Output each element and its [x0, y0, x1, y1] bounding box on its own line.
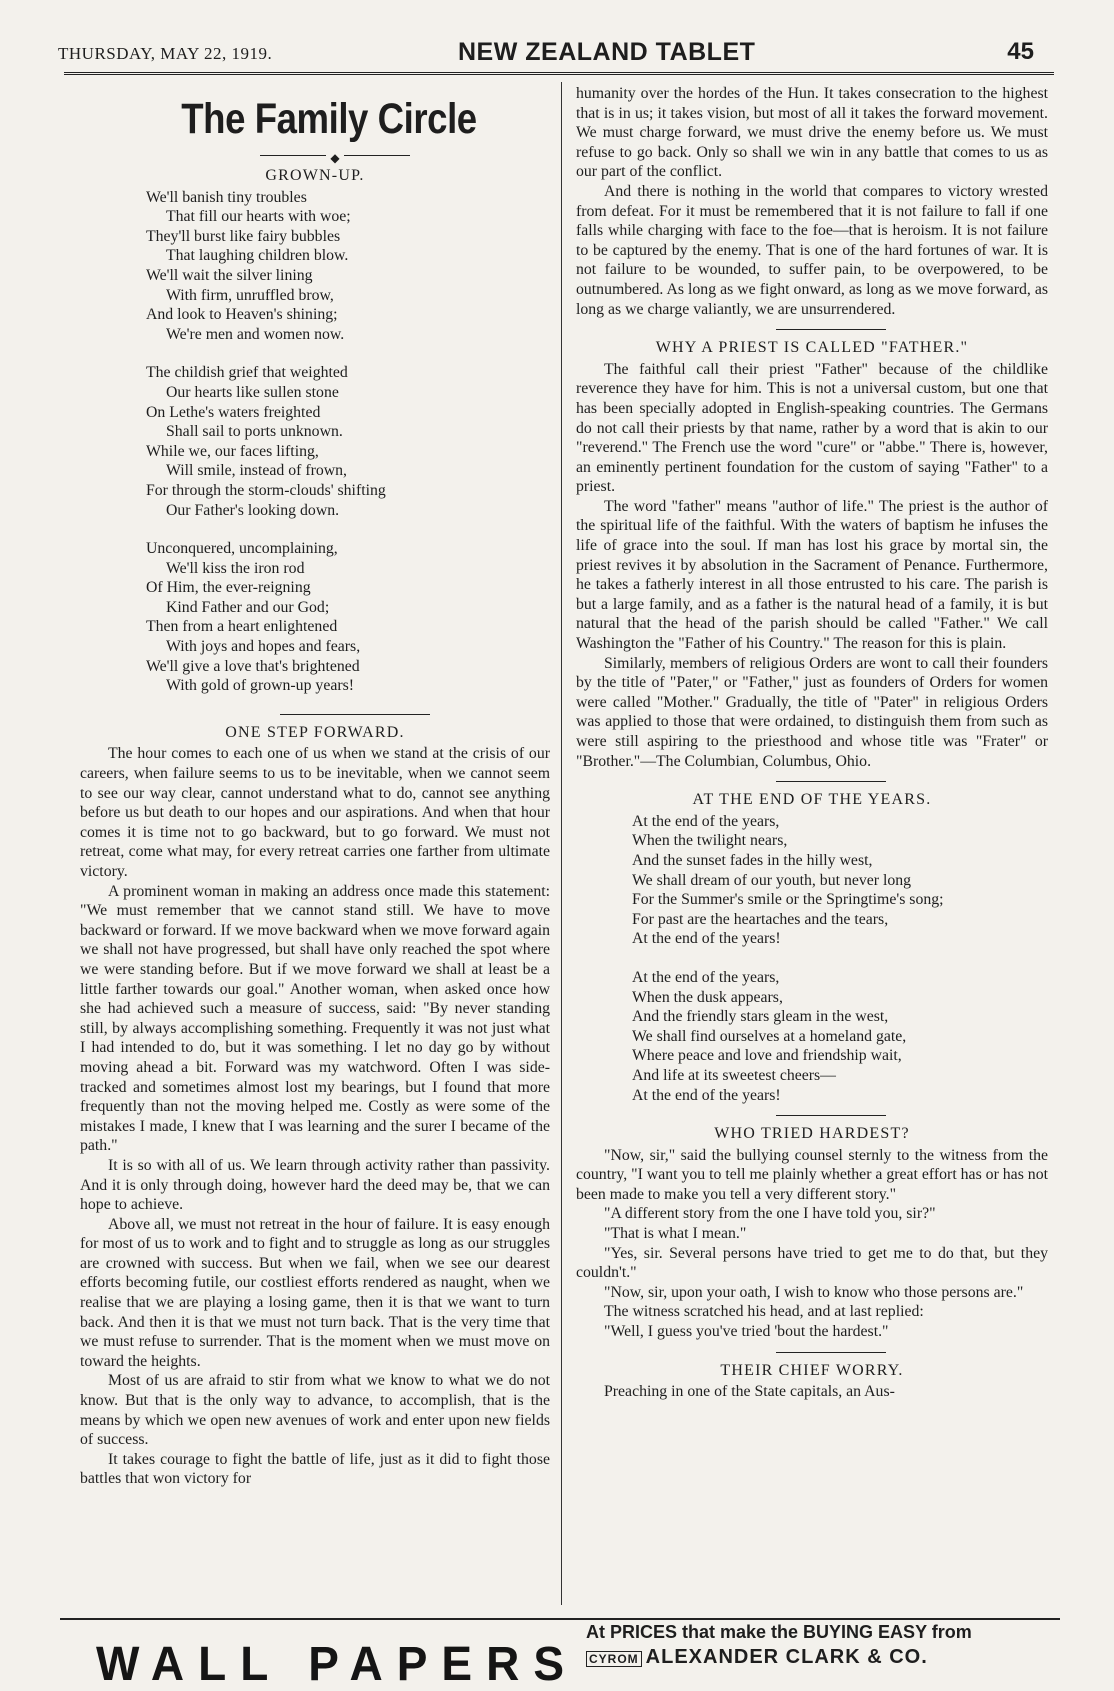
- article-title-one-step-forward: ONE STEP FORWARD.: [225, 723, 405, 741]
- article-paragraph: Above all, we must not retreat in the hour of failure. It is easy enough for most of us to work and to fight and to struggle as long as our struggles are crowned with success. But when we fail, when we see our dearest efforts becoming futile, our costliest efforts rendered as naught, when we realise that we are playing a losing game, then it is that we want to turn back. And then it is that we must not turn back. That is the very time that we must refuse to surrender. That is the moment when we must move on toward the heights.: [80, 1215, 550, 1370]
- poem-line: For through the storm-clouds' shifting: [146, 481, 386, 499]
- poem-line: Kind Father and our God;: [166, 598, 330, 616]
- poem-line: When the dusk appears,: [632, 988, 783, 1006]
- poem-line: We'll kiss the iron rod: [166, 559, 305, 577]
- poem-title-grown-up: GROWN-UP.: [265, 167, 365, 184]
- poem-line: With gold of grown-up years!: [166, 677, 355, 695]
- poem-line: We'll give a love that's brightened: [146, 657, 360, 675]
- poem-line: That laughing children blow.: [166, 247, 349, 265]
- section-rule: [776, 781, 886, 782]
- poem-line: Where peace and love and friendship wait,: [632, 1047, 902, 1065]
- header-rule: [64, 72, 1054, 75]
- poem-end-of-years: [632, 812, 1048, 1105]
- article-paragraph: The witness scratched his head, and at last replied:: [604, 1303, 924, 1321]
- ad-tagline: At PRICES that make the BUYING EASY from: [586, 1622, 972, 1642]
- article-paragraph: "Now, sir," said the bullying counsel sternly to the witness from the country, "I want you to tell me plainly whether a great effort has or has not been made to make you tell a very different story.": [576, 1146, 1048, 1203]
- ad-company-name: ALEXANDER CLARK & CO.: [645, 1646, 928, 1668]
- article-paragraph: "Well, I guess you've tried 'bout the hardest.": [604, 1323, 889, 1341]
- issue-date: THURSDAY, MAY 22, 1919.: [58, 44, 273, 63]
- article-paragraph: And there is nothing in the world that compares to victory wrested from defeat. For it must be remembered that it is not failure to fall if one falls while charging with face to the foe—that is heroism. It is not failure to be captured by the enemy. That is one of the hard fortunes of war. It is not failure to be wounded, to suffer pain, to be overpowered, to be outnumbered. As long as we fight onward, as long as we move forward, as long as we charge valiantly, we are unsurrendered.: [576, 182, 1048, 318]
- section-rule: [280, 714, 430, 715]
- poem-title-end-of-years: AT THE END OF THE YEARS.: [692, 791, 932, 809]
- article-paragraph: A prominent woman in making an address once made this statement: "We must remember that we cannot stand still. We have to move backward or forward. If we move backward when we move forward again we shall not have progressed, but shall have only reached the spot where we were standing before. But if we move forward we shall at least be a little farther towards our goal." Another woman, when asked once how she had achieved such a measure of success, said: "By never standing still, by always accomplishing something. Frequently it was not just what I had intended to do, but it was something. I let no day go by without moving ahead a bit. Forward was my watchword. Often I was side-tracked and sometimes almost lost my bearings, but I found that more frequently than not the moving helped me. Costly as were some of the mistakes I made, I knew that I was learning and the surer I became of the path.": [80, 882, 550, 1155]
- poem-line: At the end of the years!: [632, 1086, 781, 1104]
- article-paragraph: Similarly, members of religious Orders are wont to call their founders by the title of "Pater," or "Father," just as founders of Orders for women were called "Mother." Gradually, the title of "Pater" in religious Orders was applied to those that were ordained, to distinguish them from such as were still aspiring to the priesthood and whose title was "Frater" or "Brother."—The Columbian, Columbus, Ohio.: [576, 654, 1048, 770]
- poem-line: We're men and women now.: [166, 325, 345, 343]
- section-rule: [776, 1115, 886, 1116]
- poem-line: At the end of the years!: [632, 930, 781, 948]
- wall-papers-banner: WALL PAPERS: [96, 1635, 578, 1691]
- article-paragraph: humanity over the hordes of the Hun. It takes consecration to the highest that is in us; it takes vision, but most of all it takes the forward movement. We must charge forward, we must drive the enemy before us. We must refuse to go back. Only so shall we win in any battle that comes to us as our part of the conflict.: [576, 85, 1048, 181]
- article-title-chief-worry: THEIR CHIEF WORRY.: [720, 1361, 904, 1379]
- article-paragraph: Most of us are afraid to stir from what we know to what we do not know. But that is the only way to advance, to accomplish, that is the means by which we open new avenues of work and enter upon new fields of success.: [80, 1372, 550, 1449]
- article-paragraph: The faithful call their priest "Father" because of the childlike reverence they have for him. This is not a universal custom, but one that has been specially adopted in English-speaking countries. The Germans do not call their priests by that name, rather by a word that is akin to our "reverend." The French use the word "cure" or "abbe." There is, however, an eminently pertinent foundation for the custom of saying "Father" to a priest.: [576, 360, 1048, 496]
- section-rule: [776, 1352, 886, 1353]
- masthead-title: NEW ZEALAND TABLET: [458, 38, 756, 66]
- article-one-step-forward: [80, 744, 550, 1489]
- poem-line: Our hearts like sullen stone: [166, 383, 339, 401]
- article-paragraph: It is so with all of us. We learn through activity rather than passivity. And it is only through doing, however hard the deed may be, that we can hope to achieve.: [80, 1156, 550, 1214]
- right-column: [576, 84, 1048, 1402]
- footer-advertisement: [60, 1618, 1060, 1691]
- poem-line: Shall sail to ports unknown.: [166, 423, 343, 441]
- poem-line: We shall dream of our youth, but never long: [632, 871, 912, 889]
- poem-line: For the Summer's smile or the Springtime's song;: [632, 891, 944, 909]
- page-number: 45: [1007, 38, 1034, 65]
- poem-line: When the twilight nears,: [632, 832, 788, 850]
- article-paragraph: "Now, sir, upon your oath, I wish to know who those persons are.": [604, 1283, 1024, 1301]
- poem-line: Will smile, instead of frown,: [166, 462, 347, 480]
- ad-stamp: CYROM: [586, 1651, 642, 1667]
- left-column: [80, 84, 550, 1489]
- poem-line: And the friendly stars gleam in the west,: [632, 1008, 889, 1026]
- poem-line: And look to Heaven's shining;: [146, 306, 338, 324]
- poem-line: That fill our hearts with woe;: [166, 208, 351, 226]
- poem-line: We'll wait the silver lining: [146, 266, 313, 284]
- article-paragraph: The hour comes to each one of us when we stand at the crisis of our careers, when failure seems to us to be inevitable, when we cannot seem to see our way clear, cannot understand what to do, cannot see anything before us but death to our hopes and our aspirations. And when that hour comes it is time not to go backward, but to go forward. We must not retreat, come what may, for every retreat carries one farther from ultimate victory.: [80, 745, 550, 880]
- article-paragraph: It takes courage to fight the battle of life, just as it did to fight those battles that won victory for: [80, 1450, 550, 1488]
- poem-grown-up: [146, 188, 550, 696]
- ad-company: [586, 1646, 928, 1669]
- poem-line: Of Him, the ever-reigning: [146, 579, 311, 597]
- article-paragraph: The word "father" means "author of life." The priest is the author of the spiritual life of the faithful. With the waters of baptism he infuses the life of grace into the soul. If man has lost his grace by mortal sin, the priest revives it by absolution in the Sacrament of Penance. Furthermore, he takes a fatherly interest in all those entrusted to his care. The parish is but a large family, and as a father is the natural head of a family, it is but natural that the head of the parish should be called "Father." We call Washington the "Father of his Country." The reason for this is plain.: [576, 497, 1048, 653]
- poem-line: And life at its sweetest cheers—: [632, 1066, 836, 1084]
- feature-title: The Family Circle: [181, 95, 477, 143]
- poem-line: For past are the heartaches and the tears,: [632, 910, 889, 928]
- footer-rule: [60, 1618, 1060, 1620]
- poem-line: At the end of the years,: [632, 812, 780, 830]
- poem-line: With joys and hopes and fears,: [166, 638, 361, 656]
- poem-line: The childish grief that weighted: [146, 364, 348, 382]
- article-paragraph: Preaching in one of the State capitals, an Aus-: [604, 1383, 895, 1401]
- column-divider: [561, 82, 562, 1605]
- poem-line: With firm, unruffled brow,: [166, 286, 334, 304]
- poem-line: At the end of the years,: [632, 968, 780, 986]
- poem-line: Unconquered, uncomplaining,: [146, 540, 338, 558]
- article-title-priest-father: WHY A PRIEST IS CALLED "FATHER.": [655, 339, 969, 357]
- poem-line: On Lethe's waters freighted: [146, 403, 321, 421]
- poem-line: And the sunset fades in the hilly west,: [632, 851, 873, 869]
- title-ornament: [80, 148, 550, 165]
- poem-line: Our Father's looking down.: [166, 501, 340, 519]
- article-paragraph: "Yes, sir. Several persons have tried to get me to do that, but they couldn't.": [576, 1244, 1048, 1282]
- poem-line: Then from a heart enlightened: [146, 618, 338, 636]
- poem-line: While we, our faces lifting,: [146, 442, 319, 460]
- article-title-who-tried-hardest: WHO TRIED HARDEST?: [714, 1125, 910, 1143]
- page-header: [58, 38, 1058, 72]
- section-rule: [776, 329, 886, 330]
- poem-line: They'll burst like fairy bubbles: [146, 227, 341, 245]
- poem-line: We shall find ourselves at a homeland gate,: [632, 1027, 907, 1045]
- article-paragraph: "A different story from the one I have told you, sir?": [604, 1205, 936, 1223]
- article-paragraph: "That is what I mean.": [604, 1225, 747, 1243]
- diamond-ornament-icon: ◆: [326, 151, 343, 165]
- poem-line: We'll banish tiny troubles: [146, 188, 307, 206]
